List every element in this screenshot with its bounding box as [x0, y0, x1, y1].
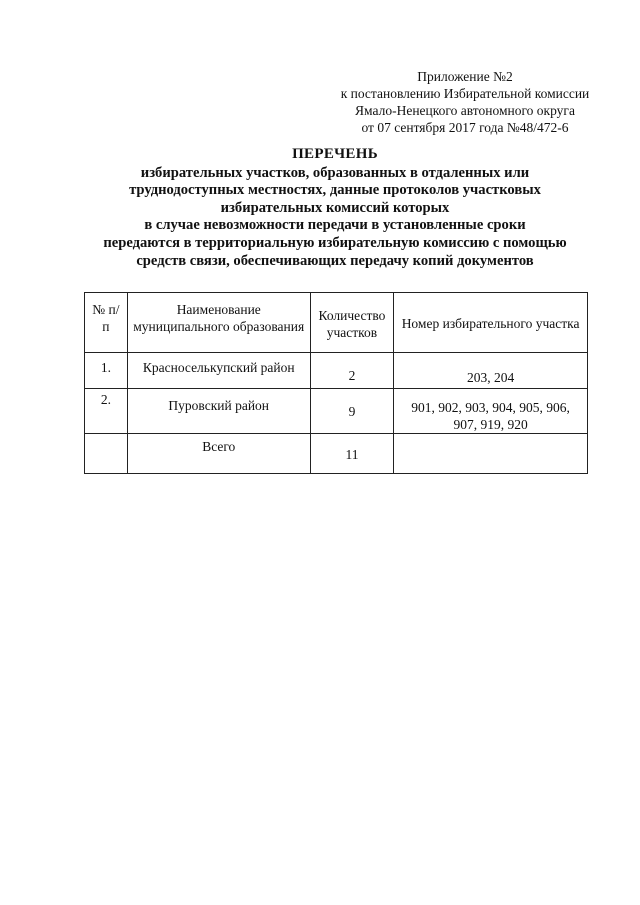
appendix-header: [330, 68, 600, 136]
appendix-title: Приложение №2: [417, 69, 513, 84]
title-line: в случае невозможности передачи в установленные сроки: [144, 217, 526, 234]
title-heading: ПЕРЕЧЕНЬ: [292, 146, 378, 162]
appendix-date: от 07 сентября 2017 года №48/472-6: [361, 120, 569, 135]
appendix-region: Ямало-Ненецкого автономного округа: [355, 103, 575, 118]
table-row: [85, 353, 588, 389]
cell-municipality: Пуровский район: [127, 389, 310, 434]
title-line: средств связи, обеспечивающих передачу копий документов: [136, 252, 534, 269]
cell-number-empty: [85, 434, 128, 474]
document-title: [70, 146, 600, 270]
header-number: № п/п: [85, 293, 128, 353]
cell-count: 2: [310, 353, 393, 389]
title-line: избирательных комиссий которых: [220, 199, 450, 216]
table-total-row: [85, 434, 588, 474]
header-municipality: Наименование муниципального образования: [127, 293, 310, 353]
cell-number: 2.: [85, 389, 128, 434]
cell-number: 1.: [85, 353, 128, 389]
cell-stations-empty: [394, 434, 588, 474]
title-line: избирательных участков, образованных в отдаленных или: [140, 164, 530, 181]
cell-count: 9: [310, 389, 393, 434]
table-header-row: [85, 293, 588, 353]
polling-stations-table: [84, 292, 588, 474]
cell-total-label: Всего: [127, 434, 310, 474]
appendix-reference: к постановлению Избирательной комиссии: [340, 86, 590, 101]
title-line: труднодоступных местностях, данные протоколов участковых: [129, 182, 541, 199]
table-row: [85, 389, 588, 434]
header-station-number: Номер избирательного участка: [394, 293, 588, 353]
cell-total-count: 11: [310, 434, 393, 474]
title-line: передаются в территориальную избирательную комиссию с помощью: [103, 234, 567, 251]
cell-stations: 901, 902, 903, 904, 905, 906, 907, 919, 920: [394, 389, 588, 434]
cell-stations: 203, 204: [394, 353, 588, 389]
cell-municipality: Красноселькупский район: [127, 353, 310, 389]
header-count: Количество участков: [310, 293, 393, 353]
